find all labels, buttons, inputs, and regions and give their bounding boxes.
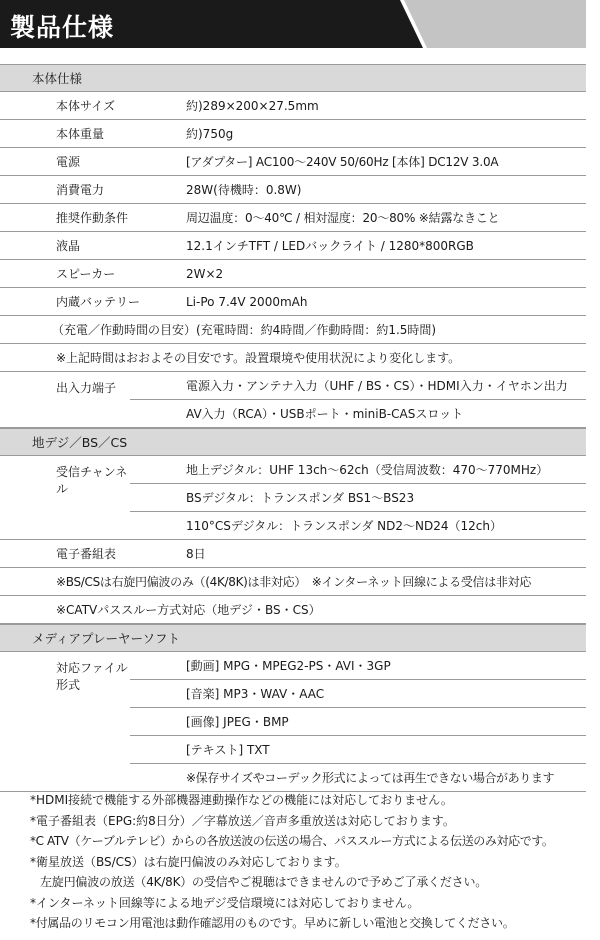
spec-row-weight: [0, 120, 586, 148]
format-value-text: [130, 736, 586, 764]
spec-label: 推奨作動条件: [56, 211, 129, 225]
spec-value: 28W(待機時：0.8W): [186, 183, 302, 197]
section-header-body: [0, 64, 586, 92]
spec-label: 本体サイズ: [56, 99, 116, 113]
channel-value-2: [130, 484, 586, 512]
spec-label: 対応ファイル形式: [0, 652, 130, 792]
note-text: ※保存サイズやコーデック形式によっては再生できない場合があります: [186, 771, 555, 785]
footnote: *電子番組表（EPG:約8日分）／字幕放送／音声多重放送は対応しております。: [30, 813, 455, 828]
section-title: 地デジ／BS／CS: [32, 435, 128, 450]
footnote: *C ATV（ケーブルテレビ）からの各放送波の伝送の場合、パススルー方式による伝送のみ対応です。: [30, 834, 554, 848]
note-text: ※BS/CSは右旋円偏波のみ（(4K/8K)は非対応） ※インターネット回線による受信は非対応: [56, 575, 532, 589]
spec-value: Li-Po 7.4V 2000mAh: [186, 294, 308, 309]
spec-row-channels: [0, 456, 586, 540]
format-value-video: [130, 652, 586, 680]
spec-value: 周辺温度：0～40℃ / 相対湿度：20～80% ※結露なきこと: [186, 211, 500, 225]
format-note: [130, 764, 586, 792]
spec-note-estimate: [0, 344, 586, 372]
spec-value: BSデジタル：トランスポンダ BS1～BS23: [186, 491, 415, 505]
spec-value: 2W×2: [186, 266, 224, 281]
spec-value: [画像] JPEG・BMP: [186, 715, 289, 729]
spec-row-consumption: [0, 176, 586, 204]
spec-label: 出入力端子: [0, 372, 130, 428]
spec-value: 約)750g: [186, 127, 234, 141]
spec-value: 110°CSデジタル：トランスポンダ ND2～ND24（12ch）: [186, 519, 502, 533]
spec-label: 本体重量: [56, 127, 105, 141]
spec-label: 消費電力: [56, 183, 105, 197]
format-value-image: [130, 708, 586, 736]
spec-label: 受信チャンネル: [0, 456, 130, 540]
format-value-audio: [130, 680, 586, 708]
spec-value: [テキスト] TXT: [186, 743, 270, 757]
footnote: *付属品のリモコン用電池は動作確認用のものです。早めに新しい電池と交換してください。: [30, 916, 515, 930]
spec-row-speaker: [0, 260, 586, 288]
spec-label: 液晶: [56, 239, 81, 253]
footnotes: [30, 790, 590, 934]
note-text: ※CATVパススルー方式対応（地デジ・BS・CS）: [56, 603, 321, 617]
spec-row-power: [0, 148, 586, 176]
channel-value-3: [130, 512, 586, 540]
spec-row-lcd: [0, 232, 586, 260]
footnote: *HDMI接続で機能する外部機器連動操作などの機能には対応しておりません。: [30, 793, 453, 807]
spec-value: 12.1インチTFT / LEDバックライト / 1280*800RGB: [186, 239, 474, 253]
spec-value: [アダプター] AC100～240V 50/60Hz [本体] DC12V 3.0A: [186, 155, 499, 169]
spec-row-formats: [0, 652, 586, 792]
footnote: 左旋円偏波の放送（4K/8K）の受信やご視聴はできませんので予めご了承ください。: [40, 875, 488, 889]
footnote: *インターネット回線等による地デジ受信環境には対応しておりません。: [30, 895, 420, 910]
section-title: メディアプレーヤーソフト: [32, 631, 181, 646]
io-value-2: [130, 400, 586, 428]
io-value-1: [130, 372, 586, 400]
spec-value: [音楽] MP3・WAV・AAC: [186, 687, 325, 701]
section-header-media: [0, 624, 586, 652]
spec-note-bscs: [0, 568, 586, 596]
spec-value: 地上デジタル：UHF 13ch～62ch（受信周波数：470～770MHz）: [186, 463, 549, 477]
spec-table: [0, 64, 586, 792]
spec-label: 内蔵バッテリー: [56, 295, 141, 309]
spec-row-battery: [0, 288, 586, 316]
spec-value: 電源入力・アンテナ入力（UHF / BS・CS）・HDMI入力・イヤホン出力: [186, 379, 568, 393]
channel-value-1: [130, 456, 586, 484]
page-title: 製品仕様: [10, 13, 115, 42]
spec-row-io: [0, 372, 586, 428]
section-header-tv: [0, 428, 586, 456]
spec-value: [動画] MPG・MPEG2-PS・AVI・3GP: [186, 659, 391, 673]
spec-row-size: [0, 92, 586, 120]
section-title: 本体仕様: [32, 71, 83, 86]
spec-value: 8日: [186, 547, 206, 561]
spec-label: 電子番組表: [56, 547, 117, 561]
note-text: （充電／作動時間の目安）(充電時間：約4時間／作動時間：約1.5時間): [52, 323, 437, 337]
header-banner: [0, 0, 600, 52]
spec-note-catv: [0, 596, 586, 624]
spec-value: AV入力（RCA）・USBポート・miniB-CASスロット: [186, 407, 464, 421]
note-text: ※上記時間はおおよその目安です。設置環境や使用状況により変化します。: [56, 351, 461, 365]
spec-label: スピーカー: [56, 267, 116, 281]
footnote: *衛星放送（BS/CS）は右旋円偏波のみ対応しております。: [30, 854, 347, 869]
spec-value: 約)289×200×27.5mm: [186, 99, 319, 113]
spec-label: 電源: [56, 155, 81, 169]
spec-note-charge: [0, 316, 586, 344]
spec-row-epg: [0, 540, 586, 568]
spec-row-conditions: [0, 204, 586, 232]
